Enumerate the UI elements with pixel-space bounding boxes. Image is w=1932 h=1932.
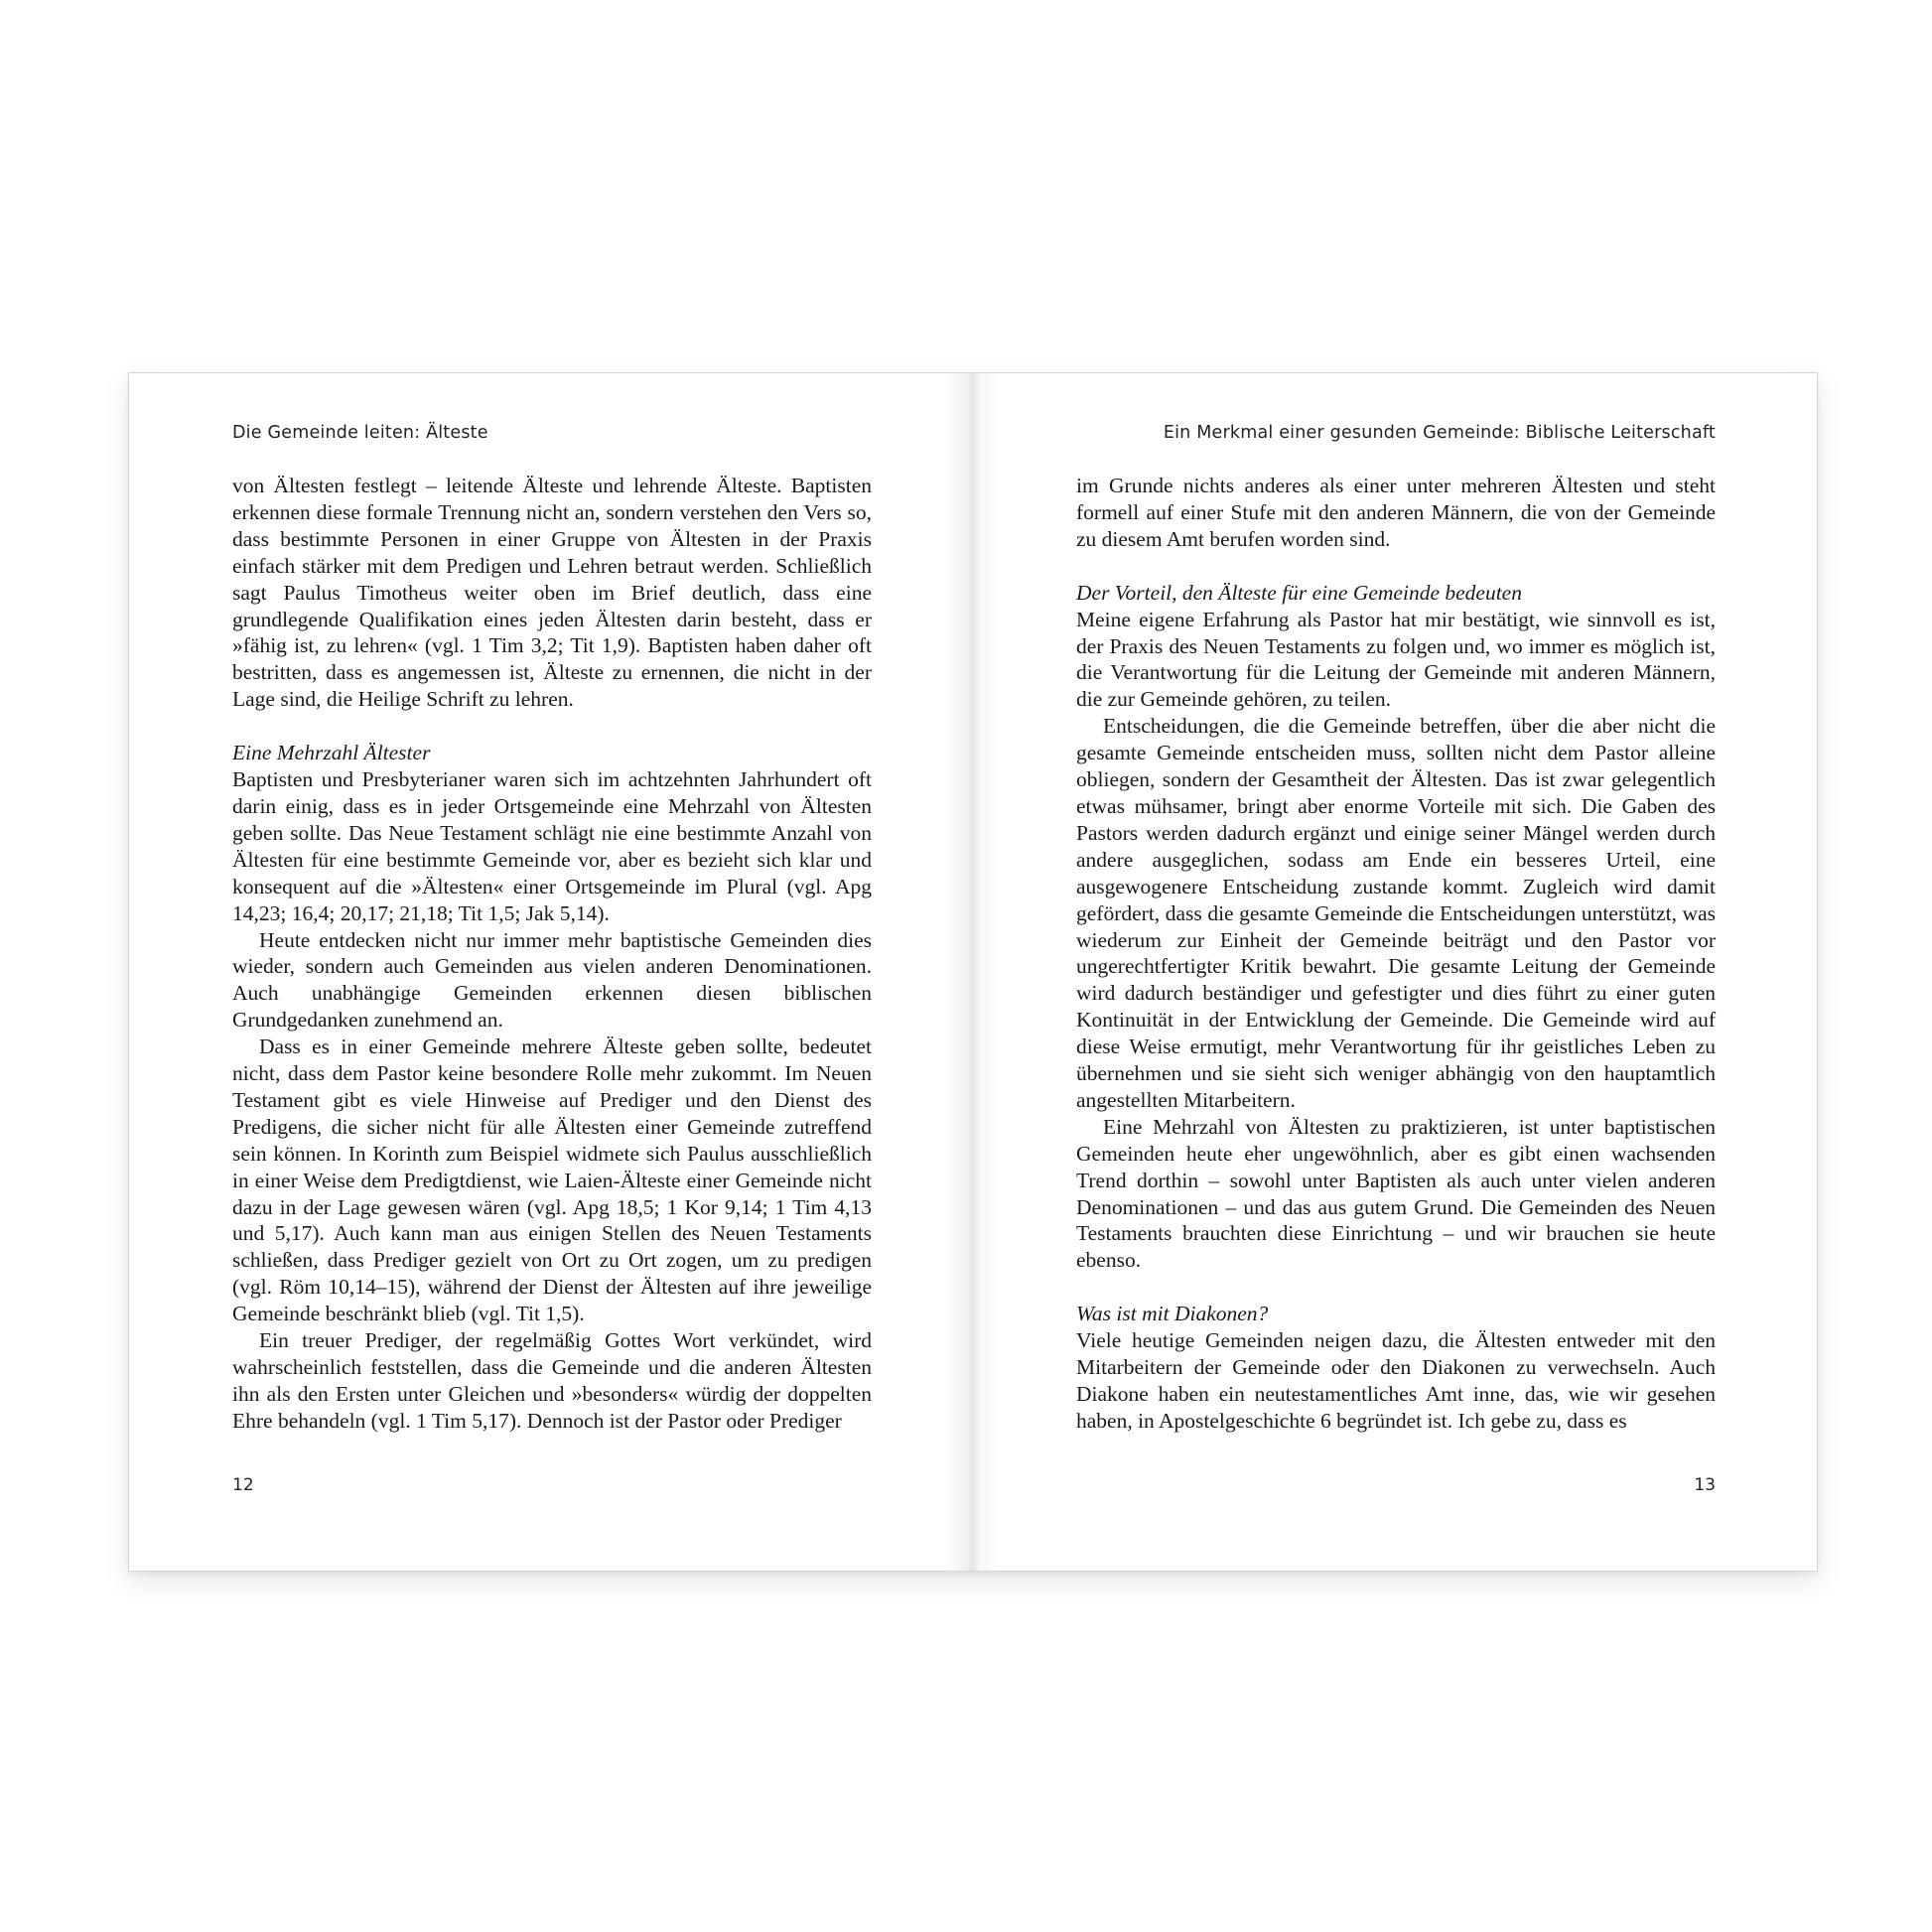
section-heading: Was ist mit Diakonen? xyxy=(1076,1302,1269,1326)
paragraph: im Grunde nichts anderes als einer unter mehreren Ältesten und steht formell auf einer Stufe mit den anderen Männern, die von der Gemeinde zu diesem Amt berufen worden sind. xyxy=(1076,474,1716,551)
section-heading: Eine Mehrzahl Ältester xyxy=(232,741,431,765)
paragraph: Dass es in einer Gemeinde mehrere Älteste geben sollte, bedeutet nicht, dass dem Pastor keine besondere Rolle mehr zukommt. Im Neuen Testament gibt es viele Hinweise auf Prediger und den Dienst des Predigens, die sicher nicht für alle Ältesten einer Gemeinde zutreffend sein können. In Korinth zum Beispiel widmete sich Paulus ausschließlich in einer Weise dem Predigtdienst, wie Laien-Älteste einer Gemeinde nicht dazu in der Lage gewesen wären (vgl. Apg 18,5; 1 Kor 9,14; 1 Tim 4,13 und 5,17). Auch kann man aus einigen Stellen des Neuen Testaments schließen, dass Prediger gezielt von Ort zu Ort zogen, um zu predigen (vgl. Röm 10,14–15), während der Dienst der Ältesten auf ihre jeweilige Gemeinde beschränkt blieb (vgl. Tit 1,5). xyxy=(232,1035,872,1326)
page-number: 13 xyxy=(1694,1475,1716,1495)
paragraph: Ein treuer Prediger, der regelmäßig Gottes Wort verkündet, wird wahrscheinlich feststellen, dass die Gemeinde und die anderen Ältesten ihn als den Ersten unter Gleichen und »besonders« würdig der doppelten Ehre behandeln (vgl. 1 Tim 5,17). Dennoch ist der Pastor oder Prediger xyxy=(232,1328,872,1433)
paragraph: Meine eigene Erfahrung als Pastor hat mir bestätigt, wie sinnvoll es ist, der Praxis des Neuen Testaments zu folgen und, wo immer es möglich ist, die Verantwortung für die Leitung der Gemeinde mit anderen Männern, die zur Gemeinde gehören, zu teilen. xyxy=(1076,607,1716,712)
section-heading: Der Vorteil, den Älteste für eine Gemeinde bedeuten xyxy=(1076,580,1522,605)
running-header: Ein Merkmal einer gesunden Gemeinde: Biblische Leiterschaft xyxy=(1163,423,1716,443)
book-spread xyxy=(128,372,1818,1572)
page-number: 12 xyxy=(232,1475,254,1495)
paragraph: Eine Mehrzahl von Ältesten zu praktizieren, ist unter baptistischen Gemeinden heute eher ungewöhnlich, aber es gibt einen wachsenden Trend dorthin – sowohl unter Baptisten als auch unter vielen anderen Denominationen – und das aus gutem Grund. Die Gemeinden des Neuen Testaments brauchten diese Einrichtung – und wir brauchen sie heute ebenso. xyxy=(1076,1114,1716,1273)
paragraph: Entscheidungen, die die Gemeinde betreffen, über die aber nicht die gesamte Gemeinde entscheiden muss, sollten nicht dem Pastor alleine obliegen, sondern der Gesamtheit der Ältesten. Das ist zwar gelegentlich etwas mühsamer, bringt aber enorme Vorteile mit sich. Die Gaben des Pastors werden dadurch ergänzt und einige seiner Mängel werden durch andere ausgeglichen, sodass am Ende ein besseres Urteil, eine ausgewogenere Entscheidung zustande kommt. Zugleich wird damit gefördert, dass die gesamte Gemeinde die Entscheidungen unterstützt, was wiederum zur Einheit der Gemeinde beiträgt und den Pastor vor ungerechtfertigter Kritik bewahrt. Die gesamte Leitung der Gemeinde wird dadurch beständiger und gefestigter und dies führt zu einer guten Kontinuität in der Entwicklung der Gemeinde. Die Gemeinde wird auf diese Weise ermutigt, mehr Verantwortung für ihr geistliches Leben zu übernehmen und sie sieht sich weniger abhängig von den hauptamtlich angestellten Mitarbeitern. xyxy=(1076,714,1716,1112)
right-page xyxy=(973,373,1817,1571)
paragraph: von Ältesten festlegt – leitende Älteste und lehrende Älteste. Baptisten erkennen diese formale Trennung nicht an, sondern verstehen den Vers so, dass bestimmte Personen in einer Gruppe von Ältesten in der Praxis einfach stärker mit dem Predigen und Lehren betraut werden. Schließlich sagt Paulus Timotheus weiter oben im Brief deutlich, dass eine grundlegende Qualifikation eines jeden Ältesten darin besteht, dass er »fähig ist, zu lehren« (vgl. 1 Tim 3,2; Tit 1,9). Baptisten haben daher oft bestritten, dass es angemessen ist, Älteste zu ernennen, die nicht in der Lage sind, die Heilige Schrift zu lehren. xyxy=(232,474,872,712)
paragraph: Viele heutige Gemeinden neigen dazu, die Ältesten entweder mit den Mitarbeitern der Gemeinde oder den Diakonen zu verwechseln. Auch Diakone haben ein neutestamentliches Amt inne, das, wie wir gesehen haben, in Apostelgeschichte 6 begründet ist. Ich gebe zu, dass es xyxy=(1076,1328,1716,1433)
left-page xyxy=(129,373,973,1571)
page-body xyxy=(232,473,872,1435)
paragraph: Heute entdecken nicht nur immer mehr baptistische Gemeinden dies wieder, sondern auch Gemeinden aus vielen anderen Denominationen. Auch unabhängige Gemeinden erkennen diesen biblischen Grundgedanken zunehmend an. xyxy=(232,927,872,1033)
page-body xyxy=(1076,473,1716,1435)
running-header: Die Gemeinde leiten: Älteste xyxy=(232,423,488,443)
paragraph: Baptisten und Presbyterianer waren sich im achtzehnten Jahrhundert oft darin einig, dass es in jeder Ortsgemeinde eine Mehrzahl von Ältesten geben sollte. Das Neue Testament schlägt nie eine bestimmte Anzahl von Ältesten für eine bestimmte Gemeinde vor, aber es bezieht sich klar und konsequent auf die »Ältesten« einer Ortsgemeinde im Plural (vgl. Apg 14,23; 16,4; 20,17; 21,18; Tit 1,5; Jak 5,14). xyxy=(232,767,872,925)
